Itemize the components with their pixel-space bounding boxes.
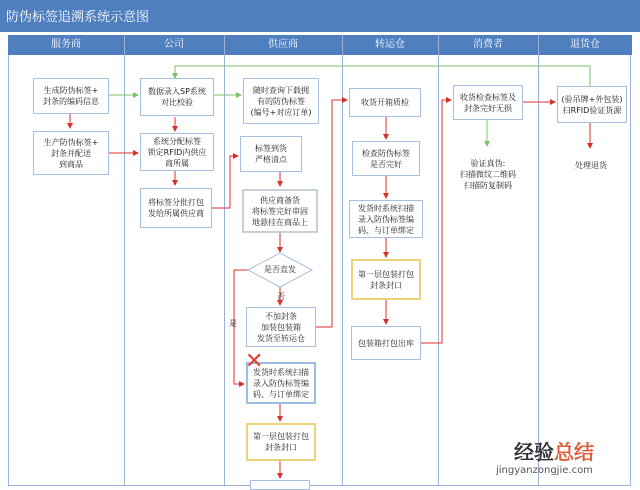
watermark-brand-a: 经验 bbox=[514, 440, 554, 464]
diagram-title: 防伪标签追溯系统示意图 bbox=[6, 10, 150, 25]
lane-title-supplier: 供应商 bbox=[268, 39, 298, 50]
step-generate-codes: 生成防伪标签+ 封条的编码信息 bbox=[33, 78, 109, 114]
watermark-url: jingyanzongjie.com bbox=[496, 465, 593, 476]
step-warehouse-scan: 发货时系统扫描 录入防伪标签编 码、与订单绑定 bbox=[349, 200, 423, 238]
cross-mark-icon: ✕ bbox=[245, 349, 264, 374]
arrow bbox=[316, 100, 347, 327]
step-continued bbox=[250, 480, 310, 490]
arrow bbox=[211, 156, 238, 208]
yes-label: 是 bbox=[229, 319, 237, 328]
step-box-outbound: 包装箱打包出库 bbox=[351, 326, 421, 360]
lane-title-return: 退货仓 bbox=[570, 39, 600, 50]
step-warehouse-seal: 第一层包装打包 封条封口 bbox=[351, 259, 421, 300]
decision-label: 是否直发 bbox=[264, 265, 296, 274]
step-query-labels: 随时查询下载拥 有的防伪标签 (编号+对应订单) bbox=[243, 78, 319, 124]
lane-title-consumer: 消费者 bbox=[473, 39, 503, 50]
step-verify-authenticity: 验证真伪: 扫描微纹二维码 扫描防复制码 bbox=[452, 148, 524, 200]
step-return-verify: (验吊牌+外包装) 扫RFID验证货源 bbox=[557, 86, 627, 123]
lane-title-warehouse: 转运仓 bbox=[375, 39, 405, 50]
step-check-labels: 检查防伪标签 是否完好 bbox=[352, 141, 420, 176]
arrow bbox=[421, 100, 451, 343]
watermark-brand bbox=[514, 436, 594, 465]
step-pack-labels: 将标签分批打包 发给所属供应商 bbox=[140, 188, 212, 228]
step-data-entry: 数据录入SP系统 对比校验 bbox=[140, 78, 214, 116]
step-assign-labels: 系统分配标签 锁定RFID内供应 商所属 bbox=[140, 133, 214, 171]
step-process-return: 处理退货 bbox=[562, 150, 620, 180]
lane-title-service: 服务商 bbox=[51, 39, 81, 50]
step-produce-labels: 生产防伪标签+ 封条并配送 到商品 bbox=[33, 131, 109, 175]
step-count-labels: 标签到货 严格清点 bbox=[240, 136, 302, 172]
step-supplier-seal: 第一层包装打包 封条封口 bbox=[246, 423, 316, 461]
arrow bbox=[175, 66, 590, 86]
step-ship-to-warehouse: 不加封条 加装包装箱 发货至转运仓 bbox=[246, 307, 316, 347]
step-supplier-scan: 发货时系统扫描 录入防伪标签编 码、与订单绑定 bbox=[246, 362, 316, 404]
step-receive-inspect: 收货开箱质检 bbox=[349, 88, 421, 117]
lane-title-company: 公司 bbox=[164, 39, 184, 50]
step-consumer-check: 收货检查标签及 封条完好无损 bbox=[453, 85, 523, 120]
watermark-brand-b: 总结 bbox=[554, 440, 594, 464]
step-supplier-stock: 供应商备货 将标签完好串固 地悬挂在商品上 bbox=[242, 189, 318, 233]
no-label: 否 bbox=[277, 292, 285, 301]
